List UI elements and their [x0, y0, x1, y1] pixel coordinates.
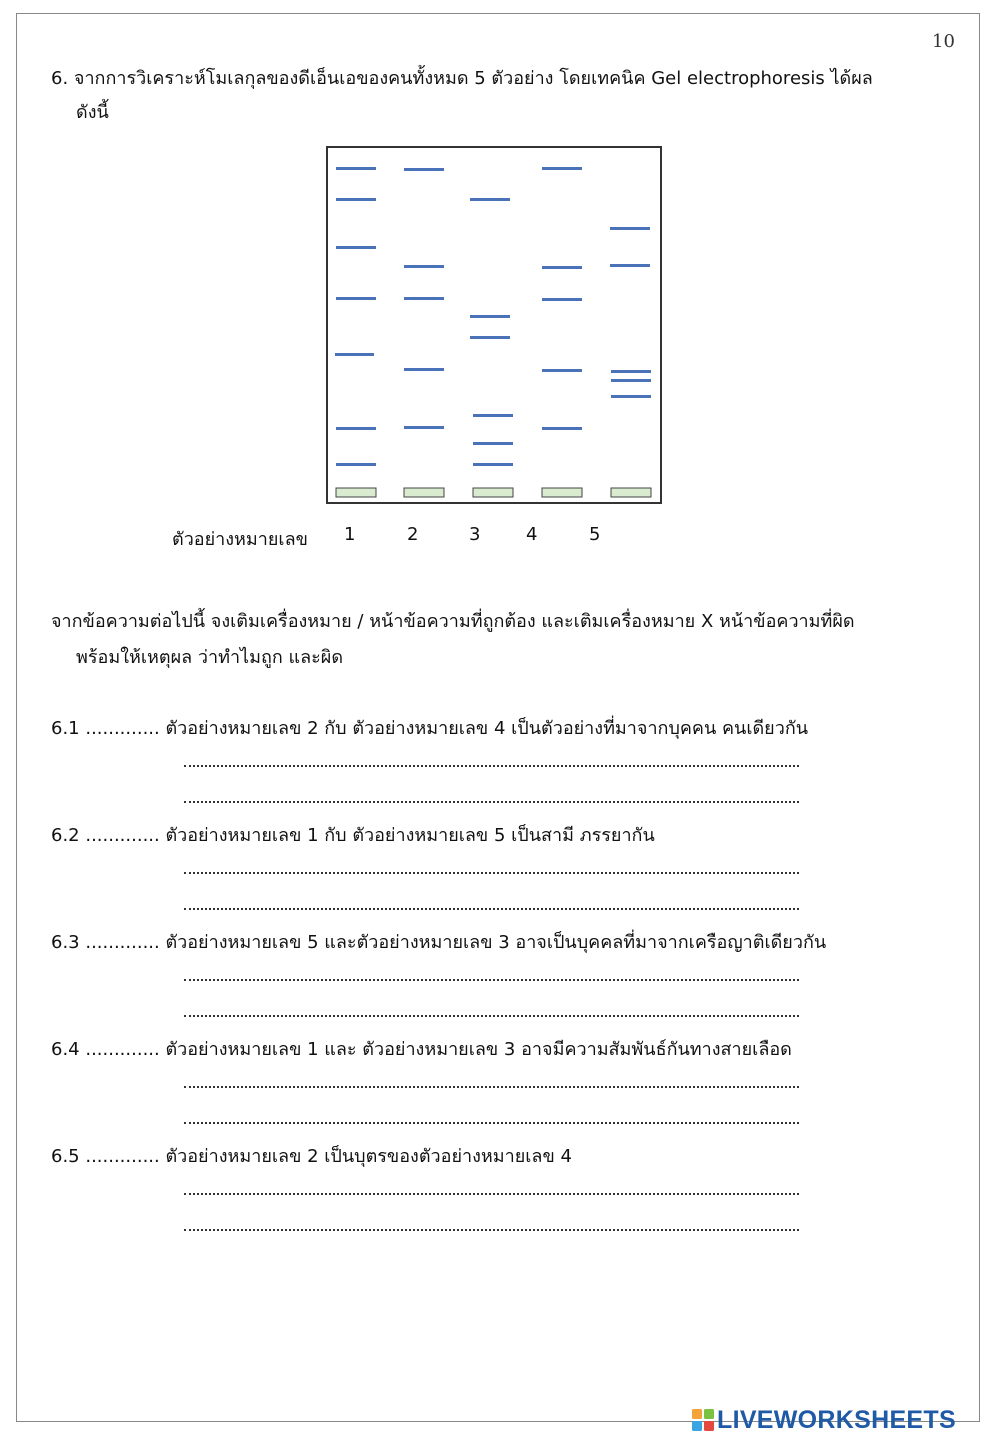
answer-line[interactable] — [184, 1105, 799, 1127]
lane-label-2: 2 — [407, 524, 419, 545]
item-statement: 6.2 ............. ตัวอย่างหมายเลข 1 กับ ตัวอย่างหมายเลข 5 เป็นสามี ภรรยากัน — [51, 825, 655, 846]
item-statement: 6.1 ............. ตัวอย่างหมายเลข 2 กับ ตัวอย่างหมายเลข 4 เป็นตัวอย่างที่มาจากบุคคน คนเดียวกัน — [51, 718, 809, 739]
band — [473, 442, 513, 445]
band — [336, 463, 376, 466]
page-number: 10 — [932, 31, 955, 52]
band — [335, 353, 374, 356]
lane-label-4: 4 — [526, 524, 538, 545]
band — [336, 246, 376, 249]
band — [404, 368, 444, 371]
answer-line[interactable] — [184, 1176, 799, 1198]
lane-label-5: 5 — [589, 524, 601, 545]
well-lane-4 — [542, 488, 582, 497]
band — [611, 379, 651, 382]
answer-line[interactable] — [184, 748, 799, 770]
answer-line[interactable] — [184, 1069, 799, 1091]
band — [470, 198, 510, 201]
answer-line[interactable] — [184, 962, 799, 984]
band — [542, 427, 582, 430]
band — [336, 198, 376, 201]
answer-line[interactable] — [184, 998, 799, 1020]
band — [336, 427, 376, 430]
item-statement: 6.5 ............. ตัวอย่างหมายเลข 2 เป็นบุตรของตัวอย่างหมายเลข 4 — [51, 1146, 572, 1167]
instructions-line-1: จากข้อความต่อไปนี้ จงเติมเครื่องหมาย / หน้าข้อความที่ถูกต้อง และเติมเครื่องหมาย X หน้าข้อความที่ผิด — [51, 611, 855, 632]
well-lane-1 — [336, 488, 376, 497]
lane-caption: ตัวอย่างหมายเลข — [172, 529, 308, 550]
liveworksheets-logo-text: LIVEWORKSHEETS — [717, 1405, 956, 1434]
well-lane-3 — [473, 488, 513, 497]
band — [404, 426, 444, 429]
instructions — [51, 604, 931, 676]
band — [404, 297, 444, 300]
item-statement: 6.3 ............. ตัวอย่างหมายเลข 5 และตัวอย่างหมายเลข 3 อาจเป็นบุคคลที่มาจากเครือญาติเดียวกัน — [51, 932, 827, 953]
answer-line[interactable] — [184, 891, 799, 913]
answer-line[interactable] — [184, 855, 799, 877]
instructions-line-2: พร้อมให้เหตุผล ว่าทำไมถูก และผิด — [76, 647, 344, 668]
band — [611, 370, 651, 373]
gel-electrophoresis-diagram — [326, 146, 662, 504]
well-lane-2 — [404, 488, 444, 497]
item-6-2 — [51, 821, 951, 929]
answer-line[interactable] — [184, 784, 799, 806]
item-6-4 — [51, 1035, 951, 1143]
band — [470, 315, 510, 318]
band — [404, 168, 444, 171]
band — [470, 336, 510, 339]
band — [610, 227, 650, 230]
item-statement: 6.4 ............. ตัวอย่างหมายเลข 1 และ ตัวอย่างหมายเลข 3 อาจมีความสัมพันธ์กันทางสายเลือด — [51, 1039, 792, 1060]
liveworksheets-logo-icon — [692, 1409, 714, 1431]
item-6-3 — [51, 928, 951, 1036]
band — [542, 167, 582, 170]
question-line-2: ดังนี้ — [76, 102, 109, 123]
band — [542, 369, 582, 372]
lane-labels — [0, 520, 1000, 550]
question-line-1: 6. จากการวิเคราะห์โมเลกุลของดีเอ็นเอของคนทั้งหมด 5 ตัวอย่าง โดยเทคนิค Gel electrophoresis ได้ผล — [51, 68, 873, 89]
answer-line[interactable] — [184, 1212, 799, 1234]
band — [542, 266, 582, 269]
band — [336, 167, 376, 170]
liveworksheets-logo — [692, 1404, 956, 1436]
well-lane-5 — [611, 488, 651, 497]
band — [473, 414, 513, 417]
band — [404, 265, 444, 268]
lane-label-1: 1 — [344, 524, 356, 545]
question-6 — [51, 62, 931, 130]
band — [473, 463, 513, 466]
item-6-1 — [51, 714, 951, 822]
band — [336, 297, 376, 300]
band — [610, 264, 650, 267]
lane-label-3: 3 — [469, 524, 481, 545]
band — [542, 298, 582, 301]
item-6-5 — [51, 1142, 951, 1250]
band — [611, 395, 651, 398]
